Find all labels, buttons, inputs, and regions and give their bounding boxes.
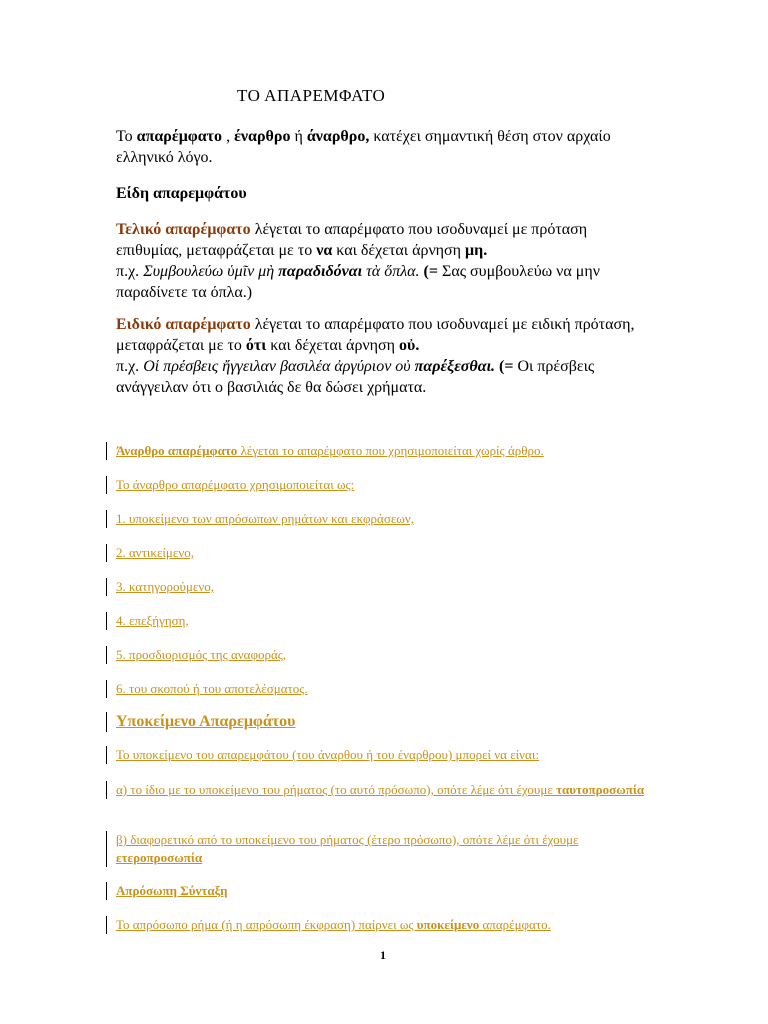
link-heading-subject[interactable]: Υποκείμενο Απαρεμφάτου xyxy=(106,712,676,732)
page-title: ΤΟ ΑΠΑΡΕΜΦΑΤΟ xyxy=(237,86,386,105)
link-line-use-4[interactable]: 4. επεξήγηση, xyxy=(106,612,676,630)
final-infinitive-paragraph: Τελικό απαρέμφατο λέγεται το απαρέμφατο που ισοδυναμεί με πρόταση επιθυμίας, μεταφράζεται με το να και δέχεται άρνηση μη. π.χ. Συμβουλεύω ὑμῖν μὴ παραδιδόναι τὰ ὅπλα. (= Σας συμβουλεύω να μην παραδίνετε τα όπλα.) xyxy=(116,221,600,301)
link-line-subject-intro[interactable]: Το υποκείμενο του απαρεμφάτου (του άναρθου ή του έναρθρου) μπορεί να είναι: xyxy=(106,746,676,764)
link-heading-impersonal[interactable]: Απρόσωπη Σύνταξη xyxy=(106,882,676,900)
intro-paragraph: Το απαρέμφατο , έναρθρο ή άναρθρο, κατέχει σημαντική θέση στον αρχαίο ελληνικό λόγο. xyxy=(116,128,611,166)
link-line-use-3[interactable]: 3. κατηγορούμενο, xyxy=(106,578,676,596)
link-line-use-1[interactable]: 1. υποκείμενο των απρόσωπων ρημάτων και εκφράσεων, xyxy=(106,510,676,528)
link-line-use-2[interactable]: 2. αντικείμενο, xyxy=(106,544,676,562)
types-heading: Είδη απαρεμφάτου xyxy=(116,185,247,202)
link-line-different-subject[interactable]: β) διαφορετικό από το υποκείμενο του ρήματος (έτερο πρόσωπο), οπότε λέμε ότι έχουμε ετεροπροσωπία xyxy=(106,831,656,867)
link-line-same-subject[interactable]: α) το ίδιο με το υποκείμενο του ρήματος (το αυτό πρόσωπο), οπότε λέμε ότι έχουμε ταυτοπροσωπία xyxy=(106,781,656,799)
link-line-use-5[interactable]: 5. προσδιορισμός της αναφοράς, xyxy=(106,646,676,664)
page-number: 1 xyxy=(380,948,386,962)
special-infinitive-paragraph: Ειδικό απαρέμφατο λέγεται το απαρέμφατο που ισοδυναμεί με ειδική πρόταση, μεταφράζεται με το ότι και δέχεται άρνηση οὐ. π.χ. Οἱ πρέσβεις ἤγγειλαν βασιλέα ἀργύριον οὐ παρέξεσθαι. (= Οι πρέσβεις ανάγγειλαν ότι ο βασιλιάς δε θα δώσει χρήματα. xyxy=(116,316,635,396)
link-line-uses-intro[interactable]: Το άναρθρο απαρέμφατο χρησιμοποιείται ως: xyxy=(106,476,676,494)
link-line-anarthro-definition[interactable]: Άναρθρο απαρέμφατο λέγεται το απαρέμφατο που χρησιμοποιείται χωρίς άρθρο. xyxy=(106,442,676,460)
link-line-use-6[interactable]: 6. του σκοπού ή του αποτελέσματος. xyxy=(106,680,676,698)
link-line-impersonal-verb[interactable]: Το απρόσωπο ρήμα (ή η απρόσωπη έκφραση) παίρνει ως υποκείμενο απαρέμφατο. xyxy=(106,916,676,934)
